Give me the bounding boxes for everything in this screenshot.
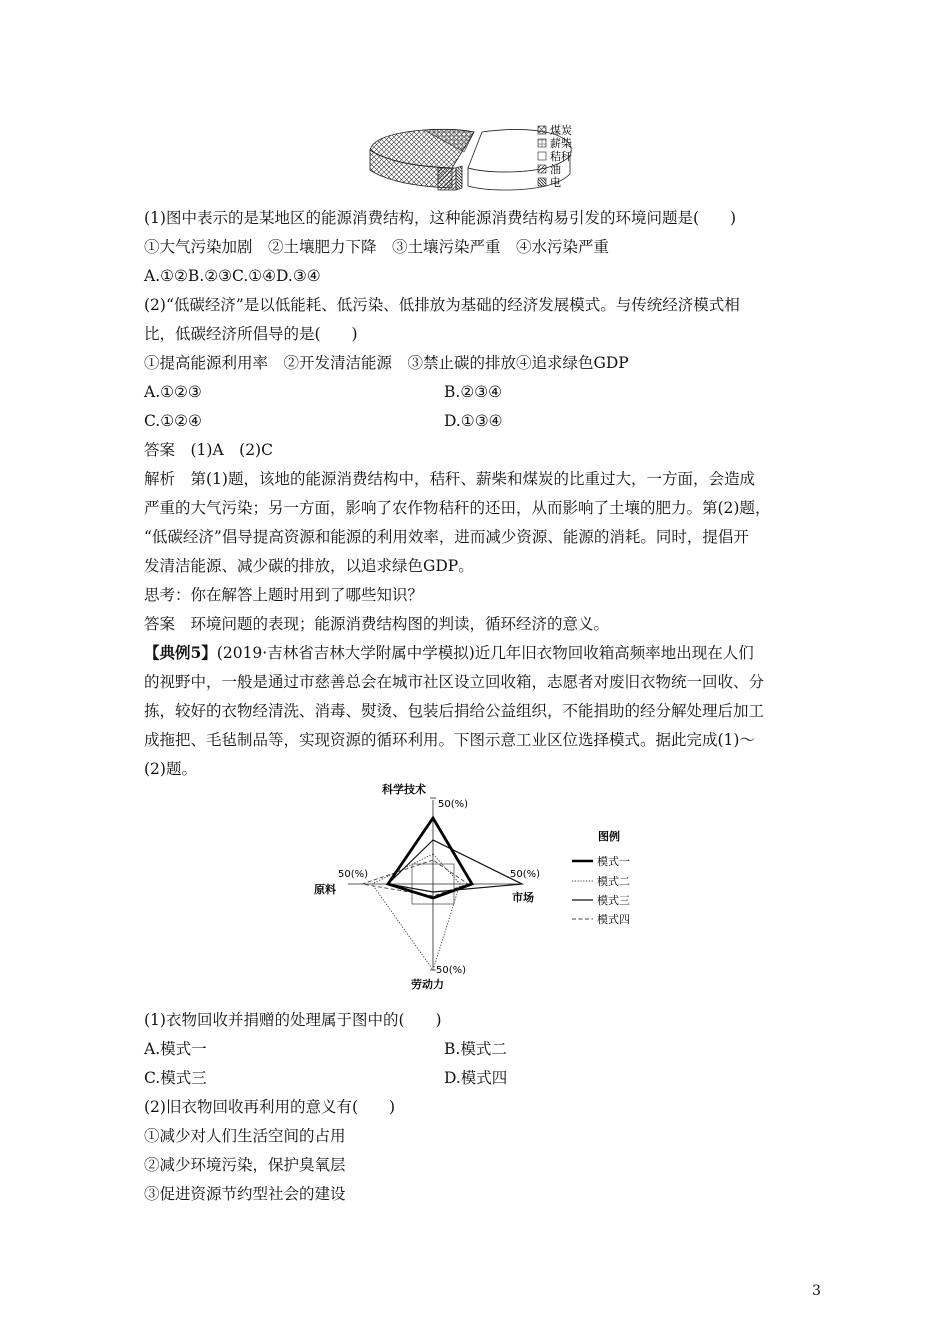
q2-option-a: A.①②③ [144,383,202,401]
analysis-line-1: 解析 第(1)题，该地的能源消费结构中，秸秆、薪柴和煤炭的比重过大，一方面，会造成 [144,470,755,488]
q3-option-c: C.模式三 [144,1069,207,1087]
analysis-line-2: 严重的大气污染；另一方面，影响了农作物秸秆的还田，从而影响了土壤的肥力。第(2)题， [144,499,771,517]
scale-label-bottom: 50(%) [436,965,467,976]
example5-line-2: 的视野中，一般是通过市慈善总会在城市社区设立回收箱，志愿者对废旧衣物统一回收、分 [144,673,765,691]
q2-items: ①提高能源利用率 ②开发清洁能源 ③禁止碳的排放④追求绿色GDP [144,354,629,372]
legend-coal: 煤炭 [550,124,572,137]
q2-option-c: C.①②④ [144,412,202,430]
q2-stem-2: 比，低碳经济所倡导的是( ) [144,325,358,343]
legend-firewood: 薪柴 [550,137,572,150]
legend-mode-four: 模式四 [597,913,630,926]
scale-label-top: 50(%) [438,799,469,810]
answer-2: 答案 环境问题的表现；能源消费结构图的判读，循环经济的意义。 [144,615,610,633]
axis-label-market: 市场 [512,891,534,904]
q4-item-2: ②减少环境污染，保护臭氧层 [144,1156,346,1174]
analysis-line-3: “低碳经济”倡导提高资源和能源的利用效率，进而减少资源、能源的消耗。同时，提倡开 [144,528,749,546]
legend-oil: 油 [550,163,561,176]
example5-line-5: (2)题。 [144,760,197,778]
example5-line-3: 拣，较好的衣物经清洗、消毒、熨烫、包装后捐给公益组织，不能捐助的经分解处理后加工 [144,702,765,720]
q4-stem: (2)旧衣物回收再利用的意义有( ) [144,1098,396,1116]
pie-legend [538,123,572,189]
answer-1: 答案 (1)A (2)C [144,441,273,459]
energy-pie-chart [364,122,624,198]
pie-oil [438,168,456,190]
scale-label-left: 50(%) [338,869,369,880]
legend-mode-three: 模式三 [597,894,630,907]
location-model-diagram [300,780,650,995]
axis-label-labor: 劳动力 [411,978,444,991]
think-question: 思考：你在解答上题时用到了哪些知识？ [144,586,424,604]
q1-stem: (1)图中表示的是某地区的能源消费结构，这种能源消费结构易引发的环境问题是( ) [144,209,737,227]
pie-electricity [456,166,462,190]
axis-label-material: 原料 [314,883,336,896]
legend-mode-one: 模式一 [597,855,630,868]
page-number: 3 [812,1283,821,1299]
example5-line-1 [144,643,754,663]
mode-two-line [372,854,460,970]
q2-option-b: B.②③④ [444,383,503,401]
q3-stem: (1)衣物回收并捐赠的处理属于图中的( ) [144,1011,442,1029]
example5-tag: 【典例5】 [144,643,217,662]
radar-legend [572,829,630,926]
legend-mode-two: 模式二 [597,875,630,888]
analysis-line-4: 发清洁能源、减少碳的排放，以追求绿色GDP。 [144,557,474,575]
q3-option-b: B.模式二 [444,1040,507,1058]
q2-option-d: D.①③④ [444,412,503,430]
q4-item-1: ①减少对人们生活空间的占用 [144,1127,346,1145]
q3-option-a: A.模式一 [144,1040,207,1058]
legend-straw: 秸秆 [550,150,572,163]
example5-line-4: 成拖把、毛毡制品等，实现资源的循环利用。下图示意工业区位选择模式。据此完成(1)～ [144,731,755,749]
axis-label-tech: 科学技术 [382,783,426,796]
q3-option-d: D.模式四 [444,1069,508,1087]
legend-electricity: 电 [550,176,561,189]
q1-options: A.①②B.②③C.①④D.③④ [144,267,321,285]
example5-text-1: (2019·吉林省吉林大学附属中学模拟)近几年旧衣物回收箱高频率地出现在人们 [216,644,754,662]
legend-title: 图例 [598,830,620,843]
scale-label-right: 50(%) [510,869,541,880]
q2-stem-1: (2)“低碳经济”是以低能耗、低污染、低排放为基础的经济发展模式。与传统经济模式相 [144,296,740,314]
q4-item-3: ③促进资源节约型社会的建设 [144,1185,346,1203]
q1-items: ①大气污染加剧 ②土壤肥力下降 ③土壤污染严重 ④水污染严重 [144,238,610,256]
